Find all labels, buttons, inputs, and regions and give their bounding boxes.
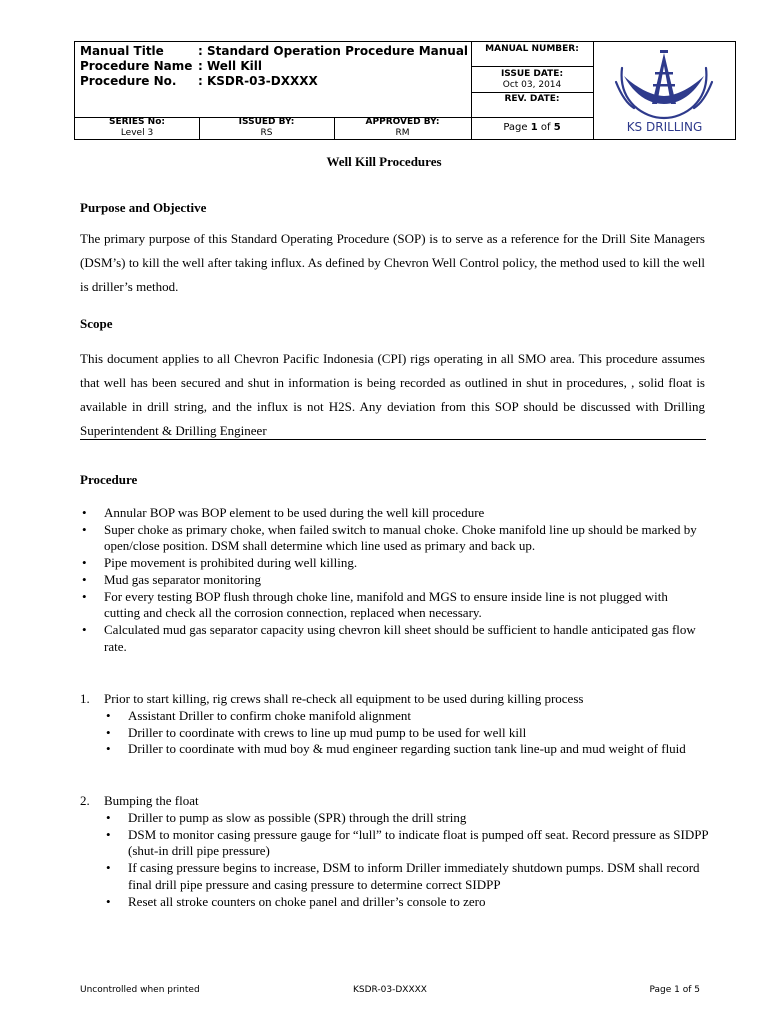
issue-date-value: Oct 03, 2014 [502,80,562,90]
list-item: • Mud gas separator monitoring [80,572,700,589]
issue-date-label: ISSUE DATE: [500,69,564,79]
logo-text: KS DRILLING [626,120,703,134]
purpose-paragraph: The primary purpose of this Standard Operating Procedure (SOP) is to serve as a reference for the Drill Site Managers (DSM’s) to kill the well after taking influx. As defined by Chevron Well Control policy, the method used to kill the well is driller’s method. [80,231,705,294]
step-2-bullet-list [104,810,714,910]
purpose-heading: Purpose and Objective [80,200,207,215]
procedure-name-row [80,59,262,74]
rev-date-label: REV. DATE: [504,94,560,104]
step-1 [80,691,583,708]
procedure-heading: Procedure [80,472,138,487]
list-item: • Reset all stroke counters on choke panel and driller’s console to zero [104,894,714,911]
list-item: • Pipe movement is prohibited during well killing. [80,555,700,572]
list-item: • For every testing BOP flush through choke line, manifold and MGS to ensure inside line is not plugged with cutting and check all the corrosion connection, replaced when necessary. [80,589,700,622]
issued-by-value: RS [260,128,273,138]
manual-title-row [80,44,468,59]
document-title: Well Kill Procedures [326,154,442,169]
list-item: • Driller to pump as slow as possible (SPR) through the drill string [104,810,714,827]
list-item: • Driller to coordinate with crews to line up mud pump to be used for well kill [104,725,714,742]
issued-by-label: ISSUED BY: [238,117,295,127]
manual-title-key: Manual Title [80,44,164,58]
list-item: • Annular BOP was BOP element to be used during the well kill procedure [80,505,700,522]
step-1-text: Prior to start killing, rig crews shall re-check all equipment to be used during killing process [104,691,584,706]
manual-title-value: : Standard Operation Procedure Manual [198,44,469,58]
list-item: • Driller to coordinate with mud boy & mud engineer regarding suction tank line-up and mud weight of fluid [104,741,714,758]
step-2-number: 2. [80,793,90,808]
manual-number-label: MANUAL NUMBER: [485,44,579,54]
list-item: • If casing pressure begins to increase, DSM to inform Driller immediately shutdown pumps. DSM shall record final drill pipe pressure and casing pressure to determine correct SIDPP [104,860,714,893]
footer-right: Page 1 of 5 [649,985,700,995]
footer-left: Uncontrolled when printed [80,985,200,995]
step-2 [80,793,199,810]
series-label: SERIES No: [109,117,165,127]
page-prefix: Page [503,122,528,133]
approved-by-value: RM [395,128,410,138]
step-2-text: Bumping the float [104,793,199,808]
list-item: • Calculated mud gas separator capacity using chevron kill sheet should be sufficient to handle anticipated gas flow rate. [80,622,700,655]
document-header-table [74,41,736,140]
scope-divider [80,439,706,440]
approved-by-label: APPROVED BY: [365,117,440,127]
page-of: of [540,122,551,133]
procedure-no-value: : KSDR-03-DXXXX [198,74,318,88]
drilling-rig-icon [594,42,735,122]
procedure-name-key: Procedure Name [80,59,193,73]
page-number: 1 [530,122,538,133]
ks-drilling-logo [594,42,735,139]
step-1-bullet-list [104,708,714,758]
procedure-no-row [80,74,318,89]
procedure-bullet-list [80,505,700,655]
step-1-number: 1. [80,691,90,706]
list-item: • DSM to monitor casing pressure gauge for “lull” to indicate float is pumped off seat. Record pressure as SIDPP (shut-in drill pipe pressure) [104,827,714,860]
list-item: • Assistant Driller to confirm choke manifold alignment [104,708,714,725]
scope-paragraph: This document applies to all Chevron Pacific Indonesia (CPI) rigs operating in all SMO area. This procedure assumes that well has been secured and shut in information is being recorded as outlined in shut in procedures, , solid float is available in drill string, and the influx is not H2S. Any deviation from this SOP should be discussed with Drilling Superintendent & Drilling Engineer [80,351,705,438]
procedure-no-key: Procedure No. [80,74,177,88]
scope-heading: Scope [80,316,113,331]
list-item: • Super choke as primary choke, when failed switch to manual choke. Choke manifold line up should be marked by open/close position. DSM shall determine which line used as primary and back up. [80,522,700,555]
page-total: 5 [553,122,561,133]
footer-center: KSDR-03-DXXXX [353,985,427,995]
page-indicator [471,122,593,133]
procedure-name-value: : Well Kill [198,59,262,73]
series-value: Level 3 [120,128,154,138]
